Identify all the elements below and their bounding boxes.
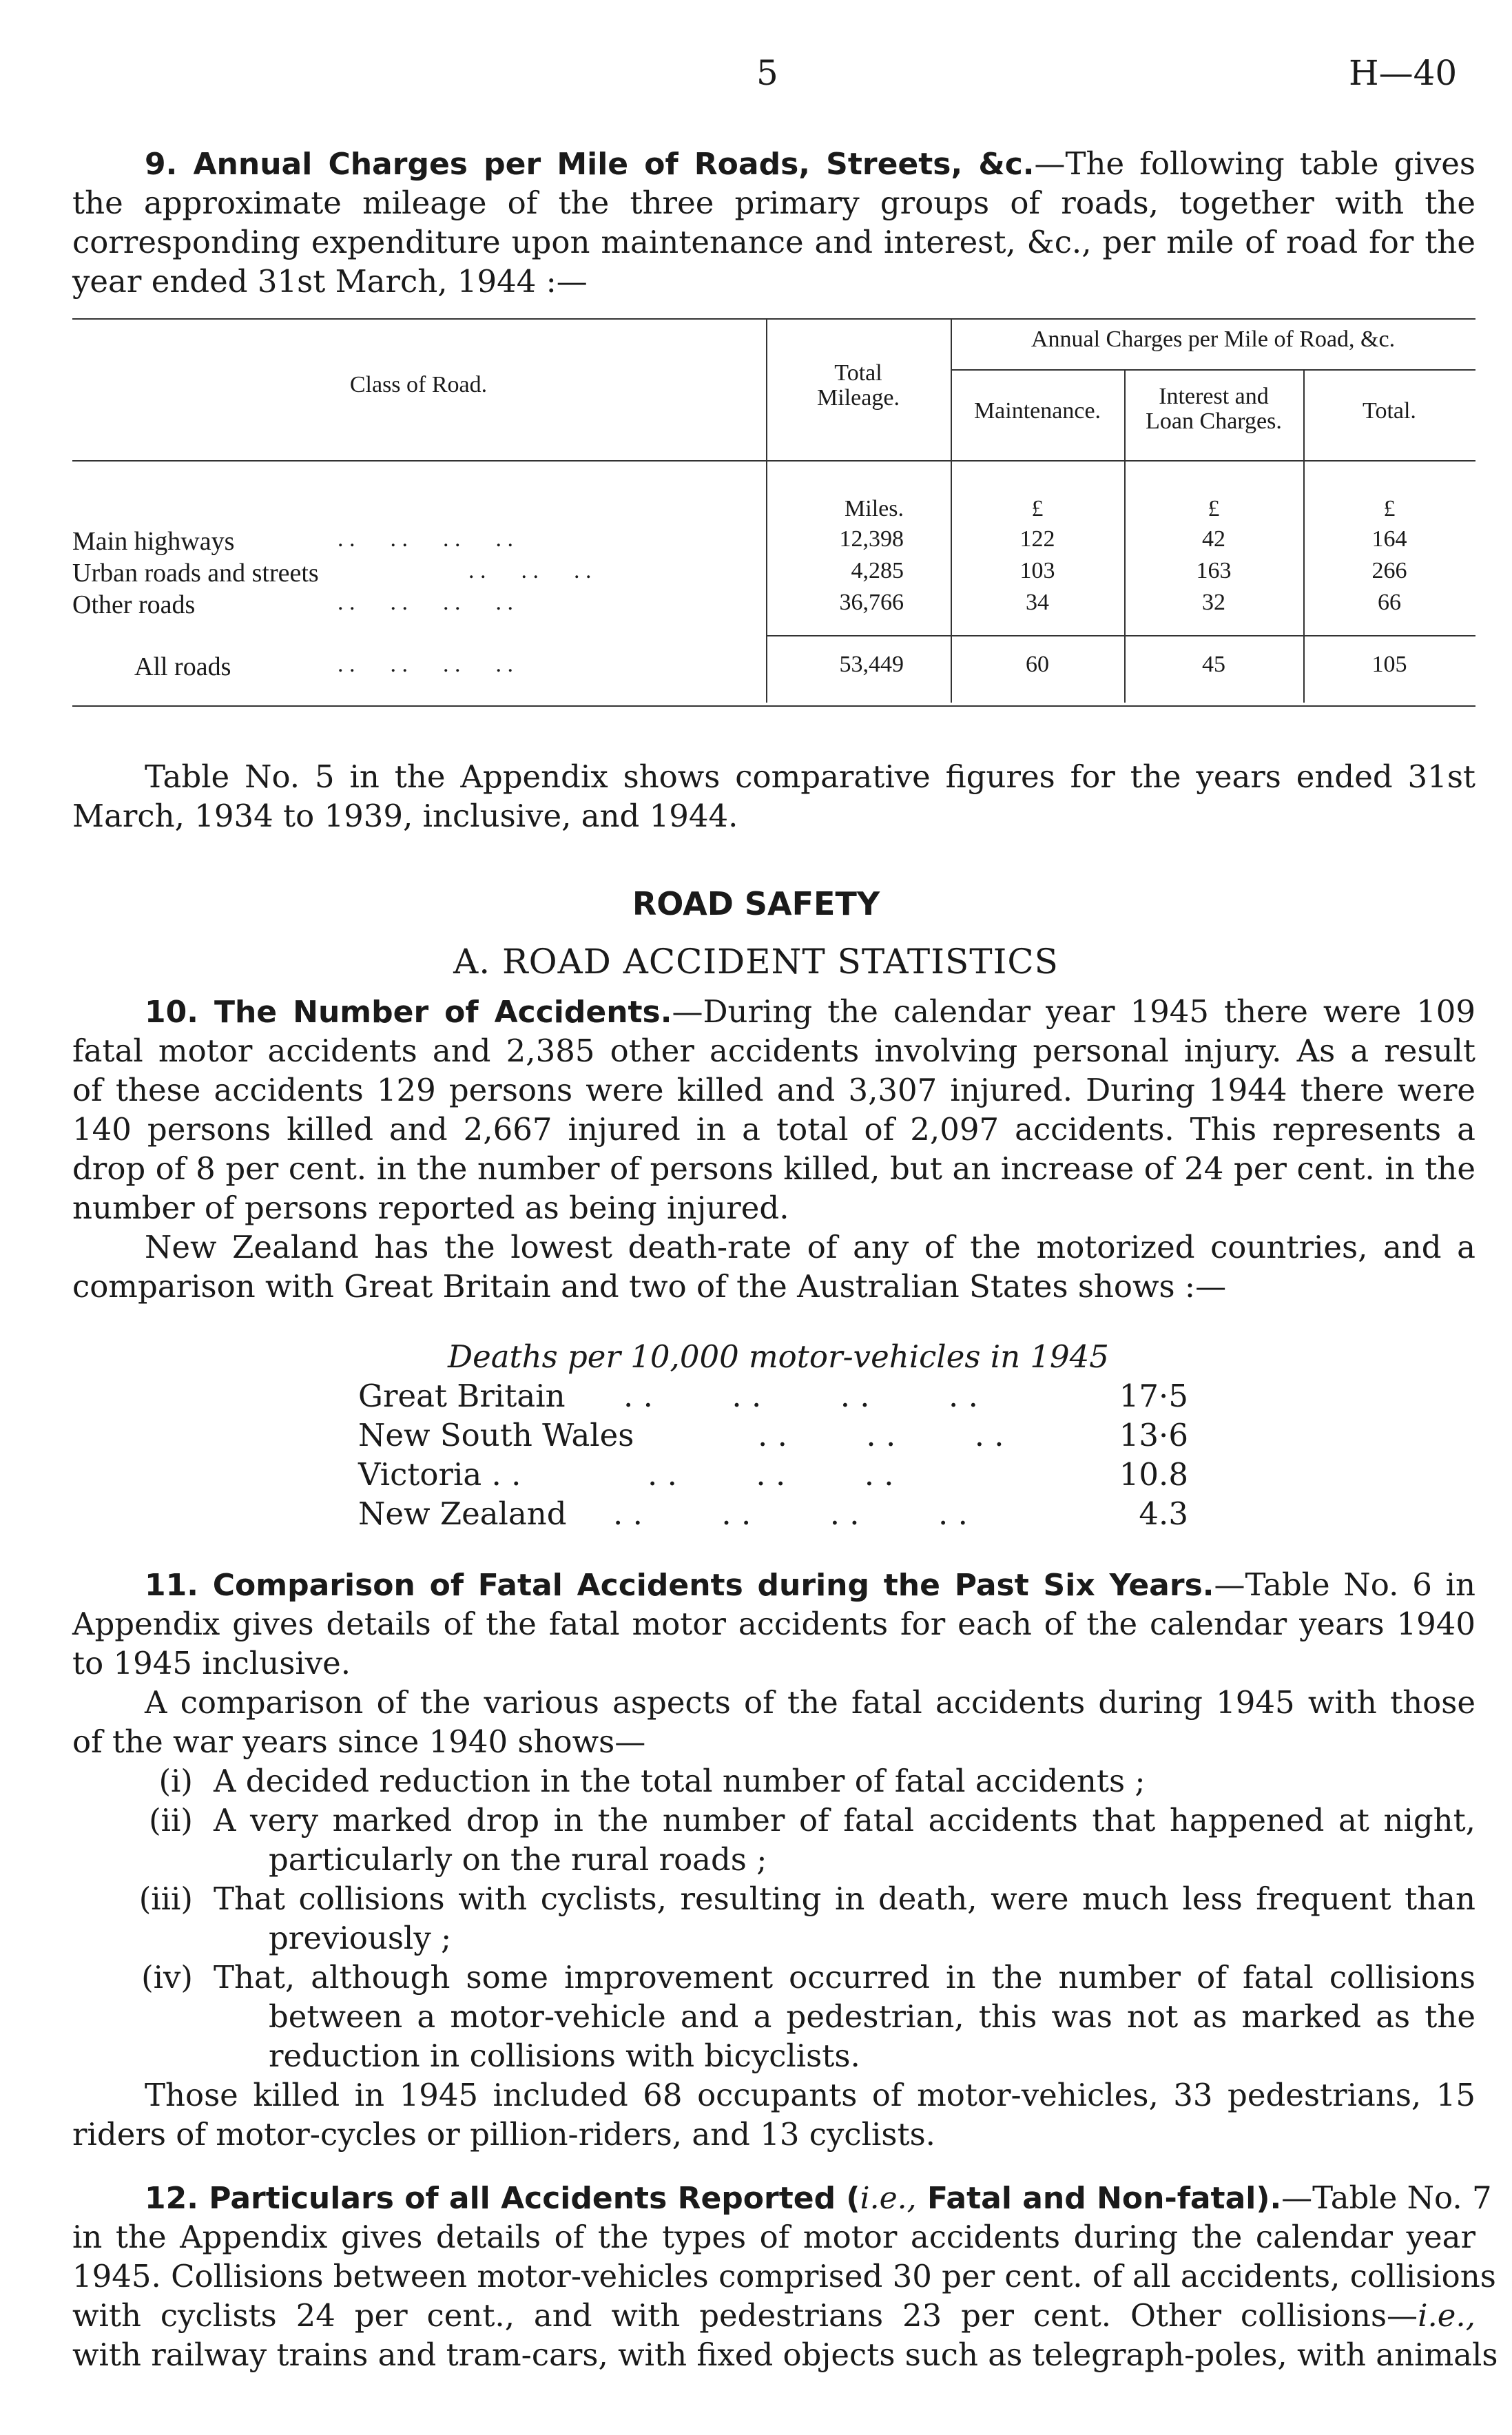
- road-charges-table: Class of Road. Total Mileage. Annual Charges per Mile of Road, &c. Maintenance. Interest and Loan Charges. Total. Miles. £ £ £ Main highways . . . . . . . . 12,398 122 42 164 Urban roads and streets . . . . . . 4,285 103 163 266 Other roads . . . . . . . . 36,766 34 32 66 All roads . . . . . . . . 53,449 60 45 105: [0, 0, 1512, 730]
- unit-interest: £: [1208, 496, 1220, 521]
- section11-line: Appendix gives details of the fatal motor accidents for each of the calendar years 1940: [72, 1606, 1475, 1642]
- section9-heading: 9. Annual Charges per Mile of Roads, Streets, &c.: [145, 147, 1035, 182]
- section11-first-line: 11. Comparison of Fatal Accidents during the Past Six Years.—Table No. 6 in: [145, 1566, 1475, 1603]
- deaths-table: Deaths per 10,000 motor-vehicles in 1945 Great Britain . . . . . . . . 17·5 New South Wales . . . . . . 13·6 Victoria . . . . . . . . 10.8 New Zealand . . . . . . . . 4.3: [358, 1338, 1188, 1532]
- section10-para2-line: comparison with Great Britain and two of the Australian States shows :—: [72, 1268, 1227, 1305]
- section11-para2-line: of the war years since 1940 shows—: [72, 1723, 646, 1760]
- road-safety-title: ROAD SAFETY: [632, 885, 880, 922]
- section10-line: of these accidents 129 persons were killed and 3,307 injured. During 1944 there were: [72, 1072, 1475, 1108]
- appendix-note-line: Table No. 5 in the Appendix shows comparative figures for the years ended 31st: [145, 758, 1475, 795]
- deaths-table-title: Deaths per 10,000 motor-vehicles in 1945: [448, 1338, 1109, 1375]
- section12-line: 1945. Collisions between motor-vehicles comprised 30 per cent. of all accidents, collisions: [72, 2258, 1496, 2294]
- section12-first-line: 12. Particulars of all Accidents Reported (i.e., Fatal and Non-fatal).—Table No. 7: [145, 2179, 1492, 2216]
- section9-first-line: 9. Annual Charges per Mile of Roads, Streets, &c.—The following table gives: [145, 145, 1475, 182]
- unit-maintenance: £: [1031, 496, 1044, 521]
- section11-para3-line: Those killed in 1945 included 68 occupants of motor-vehicles, 33 pedestrians, 15: [145, 2077, 1475, 2113]
- section10-line: drop of 8 per cent. in the number of persons killed, but an increase of 24 per cent. in the: [72, 1150, 1475, 1187]
- appendix-note-line: March, 1934 to 1939, inclusive, and 1944.: [72, 798, 738, 834]
- section11-heading: 11. Comparison of Fatal Accidents during the Past Six Years.: [145, 1568, 1214, 1603]
- unit-mileage: Miles.: [845, 496, 904, 521]
- unit-total: £: [1383, 496, 1396, 521]
- col-mileage-header: Total Mileage.: [817, 360, 900, 411]
- col-interest-header: Interest and Loan Charges.: [1146, 384, 1282, 434]
- section12-line: with cyclists 24 per cent., and with pedestrians 23 per cent. Other collisions—i.e.,: [72, 2297, 1475, 2334]
- section12-line: with railway trains and tram-cars, with fixed objects such as telegraph-poles, with animals: [72, 2336, 1498, 2373]
- section10-line: fatal motor accidents and 2,385 other accidents involving personal injury. As a result: [72, 1033, 1475, 1069]
- section12-heading: 12. Particulars of all Accidents Reported (i.e., Fatal and Non-fatal).: [145, 2181, 1282, 2216]
- section9-line: year ended 31st March, 1944 :—: [72, 263, 588, 300]
- section10-line: 140 persons killed and 2,667 injured in a total of 2,097 accidents. This represents a: [72, 1111, 1475, 1148]
- col-class-header: Class of Road.: [349, 372, 488, 397]
- section10-para2-line: New Zealand has the lowest death-rate of any of the motorized countries, and a: [145, 1229, 1475, 1265]
- col-maintenance-header: Maintenance.: [973, 398, 1101, 424]
- section11-para2-line: A comparison of the various aspects of the fatal accidents during 1945 with those: [145, 1684, 1475, 1721]
- section10-line: number of persons reported as being injured.: [72, 1190, 789, 1226]
- col-total-header: Total.: [1363, 398, 1416, 424]
- group-header: Annual Charges per Mile of Road, &c.: [1031, 327, 1396, 352]
- section12-line: in the Appendix gives details of the types of motor accidents during the calendar year: [72, 2219, 1475, 2255]
- section10-first-line: 10. The Number of Accidents.—During the calendar year 1945 there were 109: [145, 993, 1475, 1030]
- road-safety-subtitle: A. ROAD ACCIDENT STATISTICS: [453, 942, 1059, 982]
- section11-para3-line: riders of motor-cycles or pillion-riders, and 13 cyclists.: [72, 2116, 935, 2153]
- report-code: H—40: [1349, 53, 1458, 93]
- section11-line: to 1945 inclusive.: [72, 1645, 351, 1681]
- section10-heading: 10. The Number of Accidents.: [145, 995, 672, 1030]
- page-number: 5: [756, 53, 778, 93]
- section9-line: the approximate mileage of the three primary groups of roads, together with the: [72, 185, 1475, 221]
- section9-line: corresponding expenditure upon maintenance and interest, &c., per mile of road for the: [72, 224, 1475, 260]
